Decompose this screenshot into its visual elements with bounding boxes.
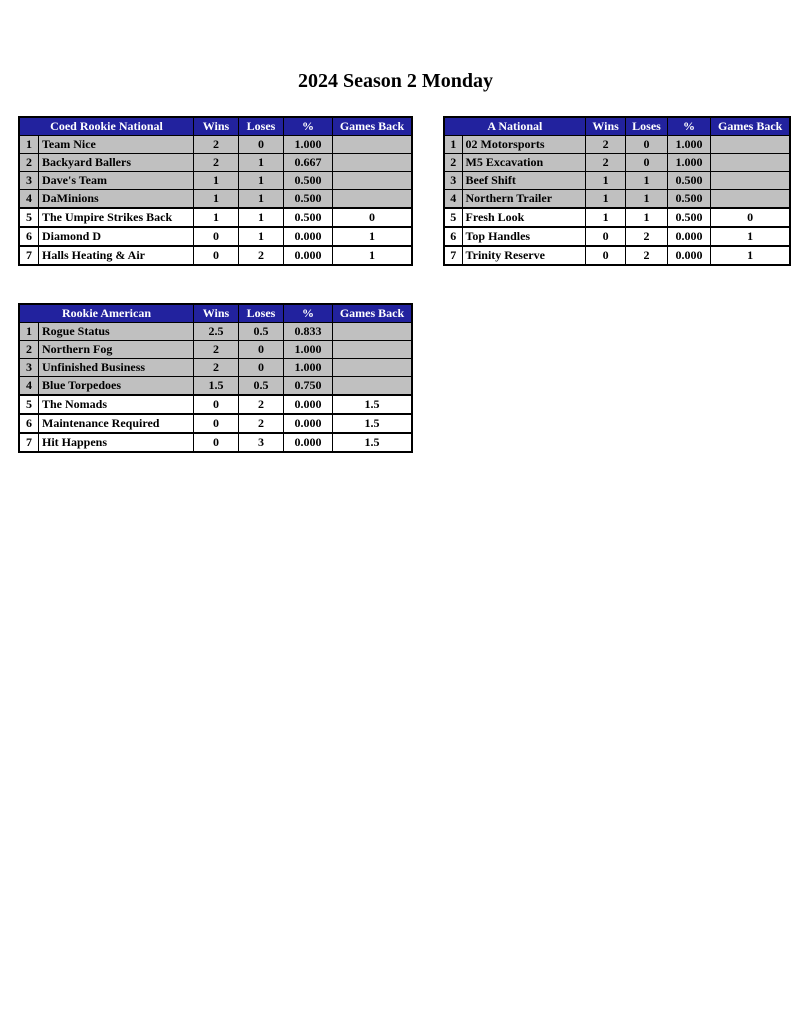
- table-row: [19, 246, 412, 265]
- rank-cell: 1: [19, 136, 39, 154]
- team-name-cell: Trinity Reserve: [462, 246, 585, 265]
- pct-cell: 0.000: [667, 227, 711, 246]
- team-name-cell: Rogue Status: [39, 323, 194, 341]
- column-header-pct: %: [284, 304, 333, 323]
- column-header-games-back: Games Back: [333, 117, 413, 136]
- pct-cell: 0.500: [284, 172, 333, 190]
- pct-cell: 1.000: [284, 136, 333, 154]
- games-back-cell: [333, 136, 413, 154]
- loses-cell: 0.5: [239, 323, 284, 341]
- loses-cell: 0: [626, 154, 667, 172]
- games-back-cell: [333, 377, 413, 396]
- pct-cell: 0.667: [284, 154, 333, 172]
- wins-cell: 1: [585, 172, 626, 190]
- pct-cell: 0.500: [667, 208, 711, 227]
- loses-cell: 0: [239, 359, 284, 377]
- standings-table-rookie-american: [18, 303, 413, 453]
- table-title: Coed Rookie National: [19, 117, 194, 136]
- loses-cell: 2: [239, 246, 284, 265]
- pct-cell: 0.000: [284, 414, 333, 433]
- games-back-cell: [333, 341, 413, 359]
- loses-cell: 1: [626, 172, 667, 190]
- page-title: 2024 Season 2 Monday: [297, 70, 494, 92]
- team-name-cell: Hit Happens: [39, 433, 194, 452]
- rank-cell: 4: [444, 190, 462, 209]
- loses-cell: 1: [626, 190, 667, 209]
- loses-cell: 3: [239, 433, 284, 452]
- wins-cell: 2: [194, 154, 239, 172]
- rank-cell: 2: [19, 154, 39, 172]
- pct-cell: 1.000: [667, 154, 711, 172]
- standings-table-a-national: [443, 116, 791, 266]
- rank-cell: 4: [19, 190, 39, 209]
- wins-cell: 2: [585, 154, 626, 172]
- team-name-cell: Northern Fog: [39, 341, 194, 359]
- loses-cell: 0: [239, 136, 284, 154]
- games-back-cell: [333, 154, 413, 172]
- pct-cell: 0.750: [284, 377, 333, 396]
- wins-cell: 0: [194, 227, 239, 246]
- team-name-cell: Top Handles: [462, 227, 585, 246]
- table-row: [19, 395, 412, 414]
- column-header-wins: Wins: [194, 304, 239, 323]
- games-back-cell: [333, 359, 413, 377]
- table-title: Rookie American: [19, 304, 194, 323]
- loses-cell: 2: [626, 246, 667, 265]
- column-header-pct: %: [284, 117, 333, 136]
- team-name-cell: Diamond D: [39, 227, 194, 246]
- team-name-cell: The Nomads: [39, 395, 194, 414]
- team-name-cell: Unfinished Business: [39, 359, 194, 377]
- rank-cell: 2: [444, 154, 462, 172]
- pct-cell: 0.000: [284, 227, 333, 246]
- wins-cell: 1: [194, 190, 239, 209]
- games-back-cell: [711, 154, 790, 172]
- loses-cell: 1: [626, 208, 667, 227]
- loses-cell: 1: [239, 172, 284, 190]
- wins-cell: 0: [585, 227, 626, 246]
- games-back-cell: 1.5: [333, 395, 413, 414]
- wins-cell: 0: [585, 246, 626, 265]
- pct-cell: 0.000: [284, 395, 333, 414]
- rank-cell: 3: [444, 172, 462, 190]
- team-name-cell: M5 Excavation: [462, 154, 585, 172]
- team-name-cell: Halls Heating & Air: [39, 246, 194, 265]
- loses-cell: 1: [239, 190, 284, 209]
- rank-cell: 6: [444, 227, 462, 246]
- games-back-cell: [711, 136, 790, 154]
- table-body: [19, 136, 412, 266]
- pct-cell: 0.000: [284, 246, 333, 265]
- loses-cell: 2: [239, 395, 284, 414]
- rank-cell: 7: [19, 246, 39, 265]
- table-row: [19, 341, 412, 359]
- loses-cell: 2: [626, 227, 667, 246]
- wins-cell: 2.5: [194, 323, 239, 341]
- rank-cell: 3: [19, 359, 39, 377]
- pct-cell: 0.500: [667, 172, 711, 190]
- wins-cell: 0: [194, 395, 239, 414]
- wins-cell: 2: [194, 359, 239, 377]
- table-row: [19, 190, 412, 209]
- pct-cell: 0.500: [284, 208, 333, 227]
- team-name-cell: Fresh Look: [462, 208, 585, 227]
- wins-cell: 1.5: [194, 377, 239, 396]
- loses-cell: 1: [239, 227, 284, 246]
- loses-cell: 0: [626, 136, 667, 154]
- table-row: [444, 246, 790, 265]
- pct-cell: 0.500: [667, 190, 711, 209]
- table-row: [19, 227, 412, 246]
- rank-cell: 6: [19, 414, 39, 433]
- table-row: [19, 323, 412, 341]
- table-row: [19, 154, 412, 172]
- wins-cell: 2: [194, 136, 239, 154]
- table-header-row: [19, 117, 412, 136]
- table-row: [19, 359, 412, 377]
- loses-cell: 1: [239, 208, 284, 227]
- team-name-cell: Maintenance Required: [39, 414, 194, 433]
- games-back-cell: [333, 190, 413, 209]
- games-back-cell: [711, 190, 790, 209]
- pct-cell: 1.000: [284, 359, 333, 377]
- column-header-wins: Wins: [194, 117, 239, 136]
- table-row: [19, 414, 412, 433]
- wins-cell: 1: [585, 190, 626, 209]
- table-title: A National: [444, 117, 585, 136]
- rank-cell: 5: [19, 395, 39, 414]
- wins-cell: 0: [194, 433, 239, 452]
- table-row: [19, 208, 412, 227]
- loses-cell: 0: [239, 341, 284, 359]
- games-back-cell: [333, 323, 413, 341]
- pct-cell: 0.833: [284, 323, 333, 341]
- table-row: [444, 136, 790, 154]
- wins-cell: 2: [194, 341, 239, 359]
- table-row: [444, 172, 790, 190]
- games-back-cell: 1.5: [333, 414, 413, 433]
- table-row: [19, 377, 412, 396]
- table-header-row: [19, 304, 412, 323]
- team-name-cell: Team Nice: [39, 136, 194, 154]
- column-header-loses: Loses: [626, 117, 667, 136]
- loses-cell: 0.5: [239, 377, 284, 396]
- table-row: [444, 208, 790, 227]
- team-name-cell: Beef Shift: [462, 172, 585, 190]
- team-name-cell: Backyard Ballers: [39, 154, 194, 172]
- team-name-cell: 02 Motorsports: [462, 136, 585, 154]
- games-back-cell: [333, 172, 413, 190]
- rank-cell: 7: [444, 246, 462, 265]
- rank-cell: 7: [19, 433, 39, 452]
- rank-cell: 5: [19, 208, 39, 227]
- standings-table-coed-rookie-national: [18, 116, 413, 266]
- wins-cell: 1: [194, 208, 239, 227]
- table-row: [19, 172, 412, 190]
- wins-cell: 0: [194, 246, 239, 265]
- team-name-cell: DaMinions: [39, 190, 194, 209]
- pct-cell: 0.500: [284, 190, 333, 209]
- wins-cell: 1: [194, 172, 239, 190]
- rank-cell: 1: [444, 136, 462, 154]
- table-row: [19, 136, 412, 154]
- table-header-row: [444, 117, 790, 136]
- column-header-loses: Loses: [239, 304, 284, 323]
- team-name-cell: Dave's Team: [39, 172, 194, 190]
- games-back-cell: 1: [711, 227, 790, 246]
- column-header-games-back: Games Back: [711, 117, 790, 136]
- pct-cell: 0.000: [667, 246, 711, 265]
- column-header-pct: %: [667, 117, 711, 136]
- games-back-cell: 1: [333, 227, 413, 246]
- rank-cell: 2: [19, 341, 39, 359]
- table-body: [444, 136, 790, 266]
- loses-cell: 2: [239, 414, 284, 433]
- games-back-cell: 1.5: [333, 433, 413, 452]
- table-body: [19, 323, 412, 453]
- table-row: [444, 190, 790, 209]
- loses-cell: 1: [239, 154, 284, 172]
- pct-cell: 1.000: [284, 341, 333, 359]
- table-row: [19, 433, 412, 452]
- rank-cell: 3: [19, 172, 39, 190]
- table-row: [444, 154, 790, 172]
- games-back-cell: 0: [711, 208, 790, 227]
- pct-cell: 0.000: [284, 433, 333, 452]
- rank-cell: 6: [19, 227, 39, 246]
- team-name-cell: Northern Trailer: [462, 190, 585, 209]
- team-name-cell: Blue Torpedoes: [39, 377, 194, 396]
- pct-cell: 1.000: [667, 136, 711, 154]
- games-back-cell: 0: [333, 208, 413, 227]
- column-header-wins: Wins: [585, 117, 626, 136]
- wins-cell: 0: [194, 414, 239, 433]
- rank-cell: 1: [19, 323, 39, 341]
- team-name-cell: The Umpire Strikes Back: [39, 208, 194, 227]
- rank-cell: 4: [19, 377, 39, 396]
- games-back-cell: 1: [711, 246, 790, 265]
- rank-cell: 5: [444, 208, 462, 227]
- wins-cell: 2: [585, 136, 626, 154]
- games-back-cell: 1: [333, 246, 413, 265]
- table-row: [444, 227, 790, 246]
- wins-cell: 1: [585, 208, 626, 227]
- column-header-games-back: Games Back: [333, 304, 413, 323]
- column-header-loses: Loses: [239, 117, 284, 136]
- games-back-cell: [711, 172, 790, 190]
